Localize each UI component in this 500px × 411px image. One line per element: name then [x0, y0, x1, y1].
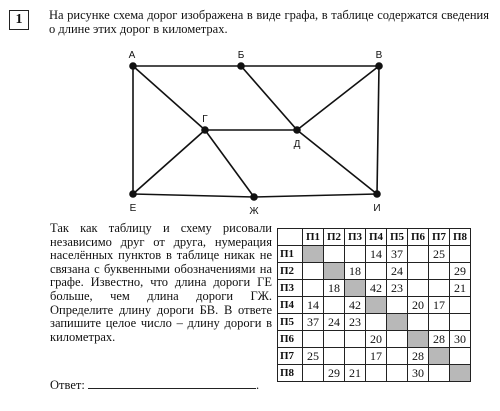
diagonal-cell [366, 297, 387, 314]
row-header: П3 [278, 280, 303, 297]
distance-cell: 37 [303, 314, 324, 331]
column-header: П3 [345, 229, 366, 246]
answer-blank[interactable] [88, 376, 256, 389]
column-header: П6 [408, 229, 429, 246]
distance-cell: 18 [324, 280, 345, 297]
graph-edge [297, 130, 377, 194]
graph-node [293, 126, 301, 134]
table-row [278, 348, 471, 365]
graph-node-label: В [375, 50, 383, 61]
distance-cell [387, 297, 408, 314]
distance-table [277, 228, 471, 382]
graph-edge [377, 66, 379, 194]
distance-cell [429, 263, 450, 280]
distance-cell [408, 246, 429, 263]
distance-cell: 30 [450, 331, 471, 348]
graph-node-label: Ж [249, 206, 259, 217]
distance-cell [450, 297, 471, 314]
distance-cell: 29 [324, 365, 345, 382]
distance-cell [324, 331, 345, 348]
diagonal-cell [345, 280, 366, 297]
graph-edge [254, 194, 377, 197]
distance-cell: 20 [366, 331, 387, 348]
graph-edge [133, 66, 205, 130]
distance-cell: 28 [408, 348, 429, 365]
diagonal-cell [324, 263, 345, 280]
distance-cell [387, 331, 408, 348]
row-header: П7 [278, 348, 303, 365]
distance-cell: 37 [387, 246, 408, 263]
distance-cell: 24 [387, 263, 408, 280]
diagonal-cell [408, 331, 429, 348]
distance-cell [408, 263, 429, 280]
row-header: П6 [278, 331, 303, 348]
distance-cell: 23 [345, 314, 366, 331]
distance-cell: 42 [345, 297, 366, 314]
distance-cell [450, 246, 471, 263]
diagonal-cell [450, 365, 471, 382]
graph-edge [133, 194, 254, 197]
distance-cell [303, 280, 324, 297]
table-row [278, 297, 471, 314]
graph-edge [205, 130, 254, 197]
row-header: П8 [278, 365, 303, 382]
distance-cell [408, 280, 429, 297]
graph-node-label: А [128, 50, 136, 61]
distance-cell: 17 [366, 348, 387, 365]
graph-node [375, 62, 383, 70]
distance-cell: 14 [366, 246, 387, 263]
column-header: П8 [450, 229, 471, 246]
distance-cell [429, 280, 450, 297]
distance-cell: 25 [303, 348, 324, 365]
column-header: П5 [387, 229, 408, 246]
distance-cell [345, 331, 366, 348]
graph-edge [297, 66, 379, 130]
distance-cell: 25 [429, 246, 450, 263]
column-header: П1 [303, 229, 324, 246]
row-header: П2 [278, 263, 303, 280]
distance-cell: 18 [345, 263, 366, 280]
distance-cell: 14 [303, 297, 324, 314]
distance-cell [303, 331, 324, 348]
distance-cell: 21 [450, 280, 471, 297]
distance-cell [408, 314, 429, 331]
diagonal-cell [303, 246, 324, 263]
table-row [278, 263, 471, 280]
graph-edge [241, 66, 297, 130]
distance-cell: 21 [345, 365, 366, 382]
task-intro: На рисунке схема дорог изображена в виде графа, в таблице содержатся сведения о длине этих дорог в километрах. [49, 8, 489, 36]
graph-node-label: Е [129, 203, 137, 214]
graph-node-label: Г [202, 114, 208, 125]
column-header: П7 [429, 229, 450, 246]
graph-edge [133, 130, 205, 194]
distance-cell: 30 [408, 365, 429, 382]
distance-cell [366, 263, 387, 280]
distance-cell [303, 365, 324, 382]
table-row [278, 331, 471, 348]
distance-cell: 29 [450, 263, 471, 280]
graph-node [129, 62, 137, 70]
distance-cell [429, 365, 450, 382]
distance-cell [345, 348, 366, 365]
graph-node-label: Д [293, 139, 301, 150]
distance-cell [324, 246, 345, 263]
table-row [278, 246, 471, 263]
distance-cell [366, 314, 387, 331]
distance-cell [429, 314, 450, 331]
graph-node [129, 190, 137, 198]
row-header: П4 [278, 297, 303, 314]
column-header: П2 [324, 229, 345, 246]
distance-cell [450, 348, 471, 365]
distance-cell [366, 365, 387, 382]
task-number: 1 [9, 10, 29, 30]
distance-cell [324, 297, 345, 314]
distance-cell [387, 365, 408, 382]
distance-cell: 23 [387, 280, 408, 297]
answer-label: Ответ: [50, 378, 85, 392]
graph-node-label: Б [237, 50, 245, 61]
table-row [278, 314, 471, 331]
distance-cell [303, 263, 324, 280]
graph-node [237, 62, 245, 70]
distance-cell [345, 246, 366, 263]
table-corner [278, 229, 303, 246]
distance-cell [450, 314, 471, 331]
distance-cell [387, 348, 408, 365]
graph-node [201, 126, 209, 134]
graph-node [250, 193, 258, 201]
distance-cell: 42 [366, 280, 387, 297]
table-row [278, 280, 471, 297]
diagonal-cell [387, 314, 408, 331]
graph-node-label: И [373, 203, 381, 214]
graph-node [373, 190, 381, 198]
distance-cell: 24 [324, 314, 345, 331]
distance-cell: 20 [408, 297, 429, 314]
task-story: Так как таблицу и схему рисовали независимо друг от друга, нумерация населённых пунктов в таблице никак не связана с буквенными обозначениями на графе. Известно, что длина дороги ГЕ больше, чем длина дороги ГЖ. Определите длину дороги БВ. В ответе запишите целое число – длину дороги в километрах. [50, 221, 272, 344]
row-header: П1 [278, 246, 303, 263]
answer-row: Ответ: . [50, 378, 260, 392]
row-header: П5 [278, 314, 303, 331]
column-header: П4 [366, 229, 387, 246]
distance-cell [324, 348, 345, 365]
distance-cell: 17 [429, 297, 450, 314]
diagonal-cell [429, 348, 450, 365]
distance-cell: 28 [429, 331, 450, 348]
table-row [278, 365, 471, 382]
